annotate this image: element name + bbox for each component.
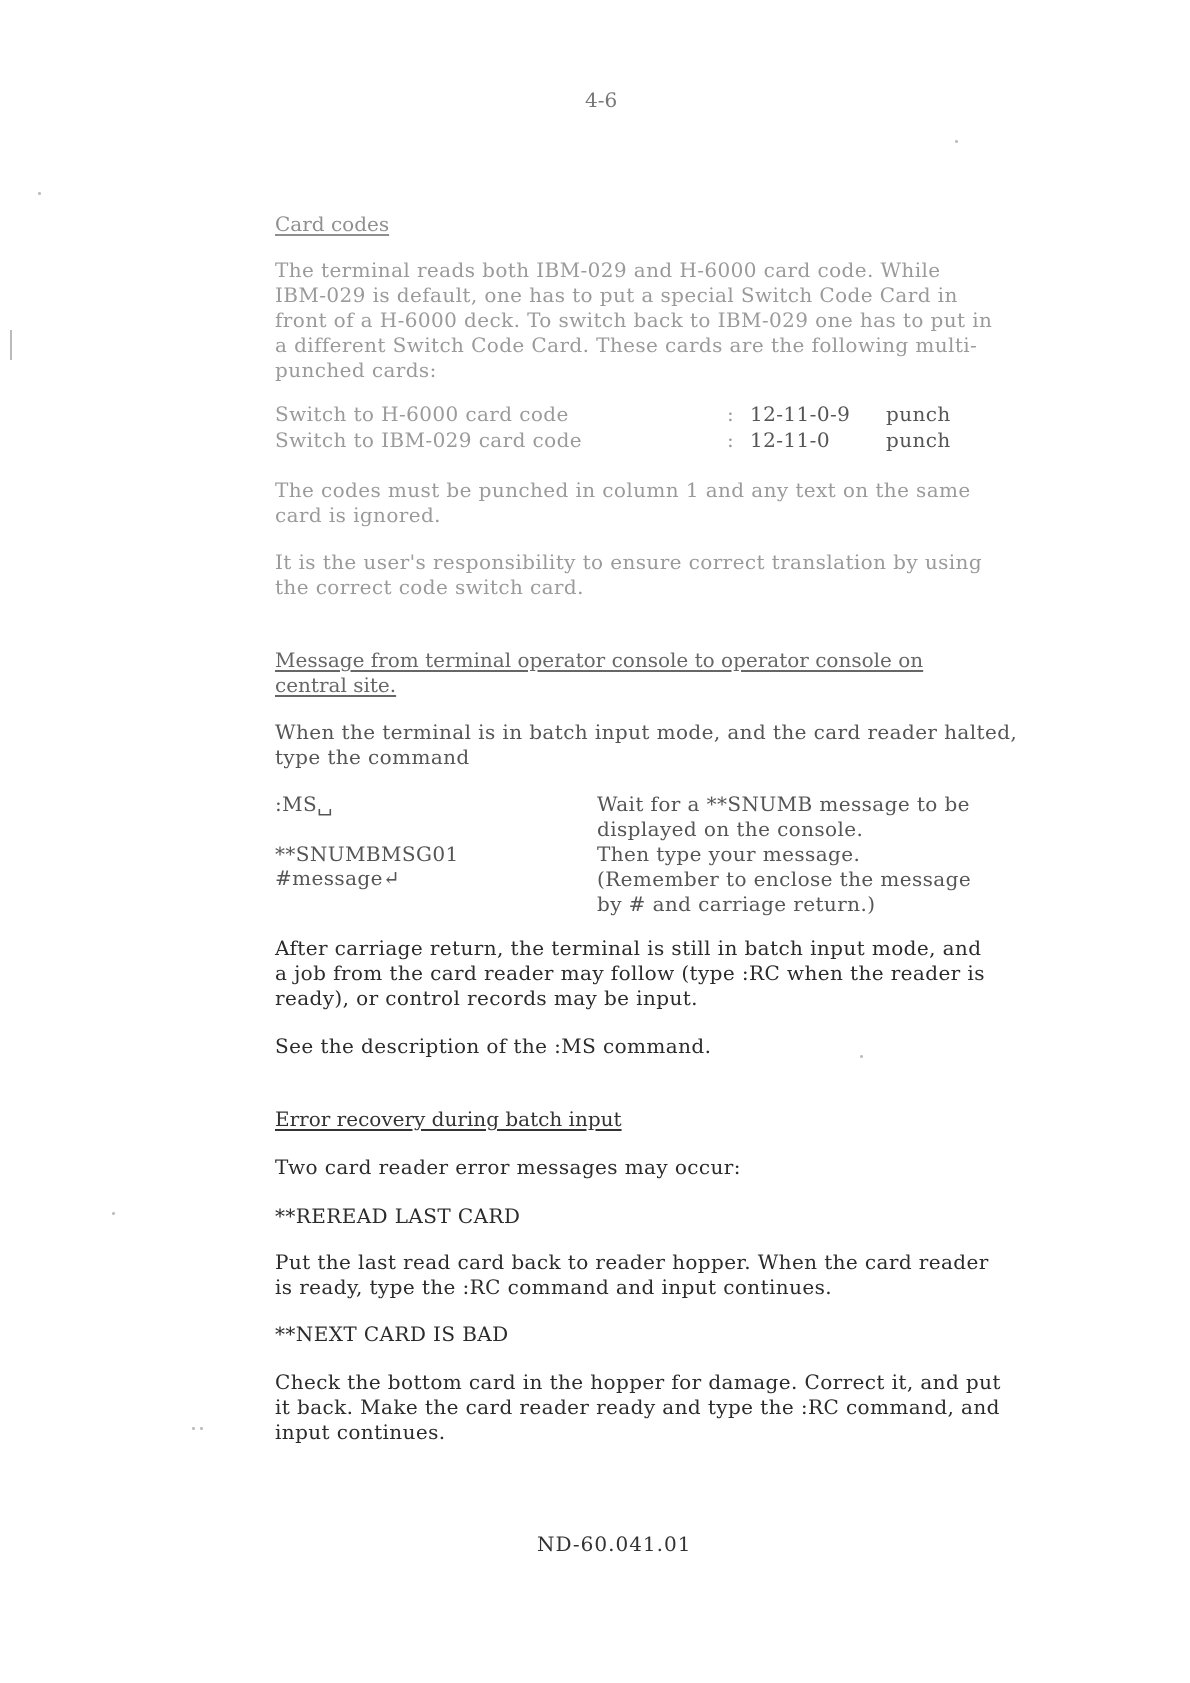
text-line: it back. Make the card reader ready and type the :RC command, and bbox=[275, 1395, 1000, 1419]
card-codes-paragraph bbox=[275, 258, 1035, 383]
command-ms: :MS␣ bbox=[275, 792, 333, 816]
text-line: type the command bbox=[275, 745, 470, 769]
command-message: #message↵ bbox=[275, 866, 401, 890]
text-line: (Remember to enclose the message bbox=[597, 867, 972, 891]
text-line: After carriage return, the terminal is still in batch input mode, and bbox=[275, 936, 982, 960]
reread-description bbox=[275, 1250, 989, 1300]
scan-speck bbox=[192, 1427, 195, 1430]
text-line: IBM-029 is default, one has to put a special Switch Code Card in bbox=[275, 283, 958, 307]
switch-row-punch: punch bbox=[886, 428, 951, 452]
text-line: card is ignored. bbox=[275, 503, 441, 527]
scan-speck bbox=[10, 330, 12, 360]
text-line: a job from the card reader may follow (type :RC when the reader is bbox=[275, 961, 985, 985]
after-return-paragraph bbox=[275, 936, 985, 1011]
codes-note-paragraph bbox=[275, 478, 971, 528]
responsibility-paragraph bbox=[275, 550, 982, 600]
switch-row-label: Switch to H-6000 card code bbox=[275, 402, 569, 426]
text-line: It is the user's responsibility to ensure correct translation by using bbox=[275, 550, 983, 574]
error-intro-line: Two card reader error messages may occur: bbox=[275, 1155, 741, 1179]
scan-speck bbox=[38, 192, 41, 195]
heading-line: Message from terminal operator console to operator console on bbox=[275, 648, 924, 672]
switch-row-label: Switch to IBM-029 card code bbox=[275, 428, 583, 452]
text-line: The codes must be punched in column 1 and any text on the same bbox=[275, 478, 971, 502]
text-line: ready), or control records may be input. bbox=[275, 986, 698, 1010]
switch-row-code: 12-11-0-9 bbox=[750, 402, 851, 426]
next-card-description bbox=[275, 1370, 1001, 1445]
error-message-reread: **REREAD LAST CARD bbox=[275, 1204, 521, 1228]
switch-row-punch: punch bbox=[886, 402, 951, 426]
scan-speck bbox=[860, 1055, 863, 1058]
text-line: punched cards: bbox=[275, 358, 437, 382]
scan-speck bbox=[200, 1427, 203, 1430]
text-line: When the terminal is in batch input mode, and the card reader halted, bbox=[275, 720, 1018, 744]
command-snumb: **SNUMBMSG01 bbox=[275, 842, 459, 866]
see-description-line: See the description of the :MS command. bbox=[275, 1034, 712, 1058]
text-line: by # and carriage return.) bbox=[597, 892, 876, 916]
text-line: is ready, type the :RC command and input continues. bbox=[275, 1275, 833, 1299]
message-section-heading bbox=[275, 648, 923, 698]
text-line: front of a H-6000 deck. To switch back to IBM-029 one has to put in bbox=[275, 308, 993, 332]
text-line: a different Switch Code Card. These cards are the following multi- bbox=[275, 333, 978, 357]
text-line: Put the last read card back to reader hopper. When the card reader bbox=[275, 1250, 989, 1274]
document-footer: ND-60.041.01 bbox=[537, 1532, 692, 1556]
text-line: Then type your message. bbox=[597, 842, 861, 866]
text-line: Check the bottom card in the hopper for damage. Correct it, and put bbox=[275, 1370, 1001, 1394]
card-codes-heading: Card codes bbox=[275, 212, 390, 236]
scan-speck bbox=[955, 140, 958, 143]
text-line: input continues. bbox=[275, 1420, 446, 1444]
error-message-next-card: **NEXT CARD IS BAD bbox=[275, 1322, 509, 1346]
text-line: the correct code switch card. bbox=[275, 575, 584, 599]
scan-speck bbox=[112, 1212, 115, 1215]
message-intro-paragraph bbox=[275, 720, 1017, 770]
error-recovery-heading: Error recovery during batch input bbox=[275, 1107, 622, 1131]
text-line: The terminal reads both IBM-029 and H-6000 card code. While bbox=[275, 258, 941, 282]
text-line: Wait for a **SNUMB message to be bbox=[597, 792, 970, 816]
command-description bbox=[597, 792, 971, 917]
switch-row-code: 12-11-0 bbox=[750, 428, 830, 452]
switch-row-colon: : bbox=[727, 402, 735, 426]
text-line: displayed on the console. bbox=[597, 817, 864, 841]
page-number: 4-6 bbox=[585, 88, 618, 112]
switch-row-colon: : bbox=[727, 428, 735, 452]
heading-line: central site. bbox=[275, 673, 397, 697]
